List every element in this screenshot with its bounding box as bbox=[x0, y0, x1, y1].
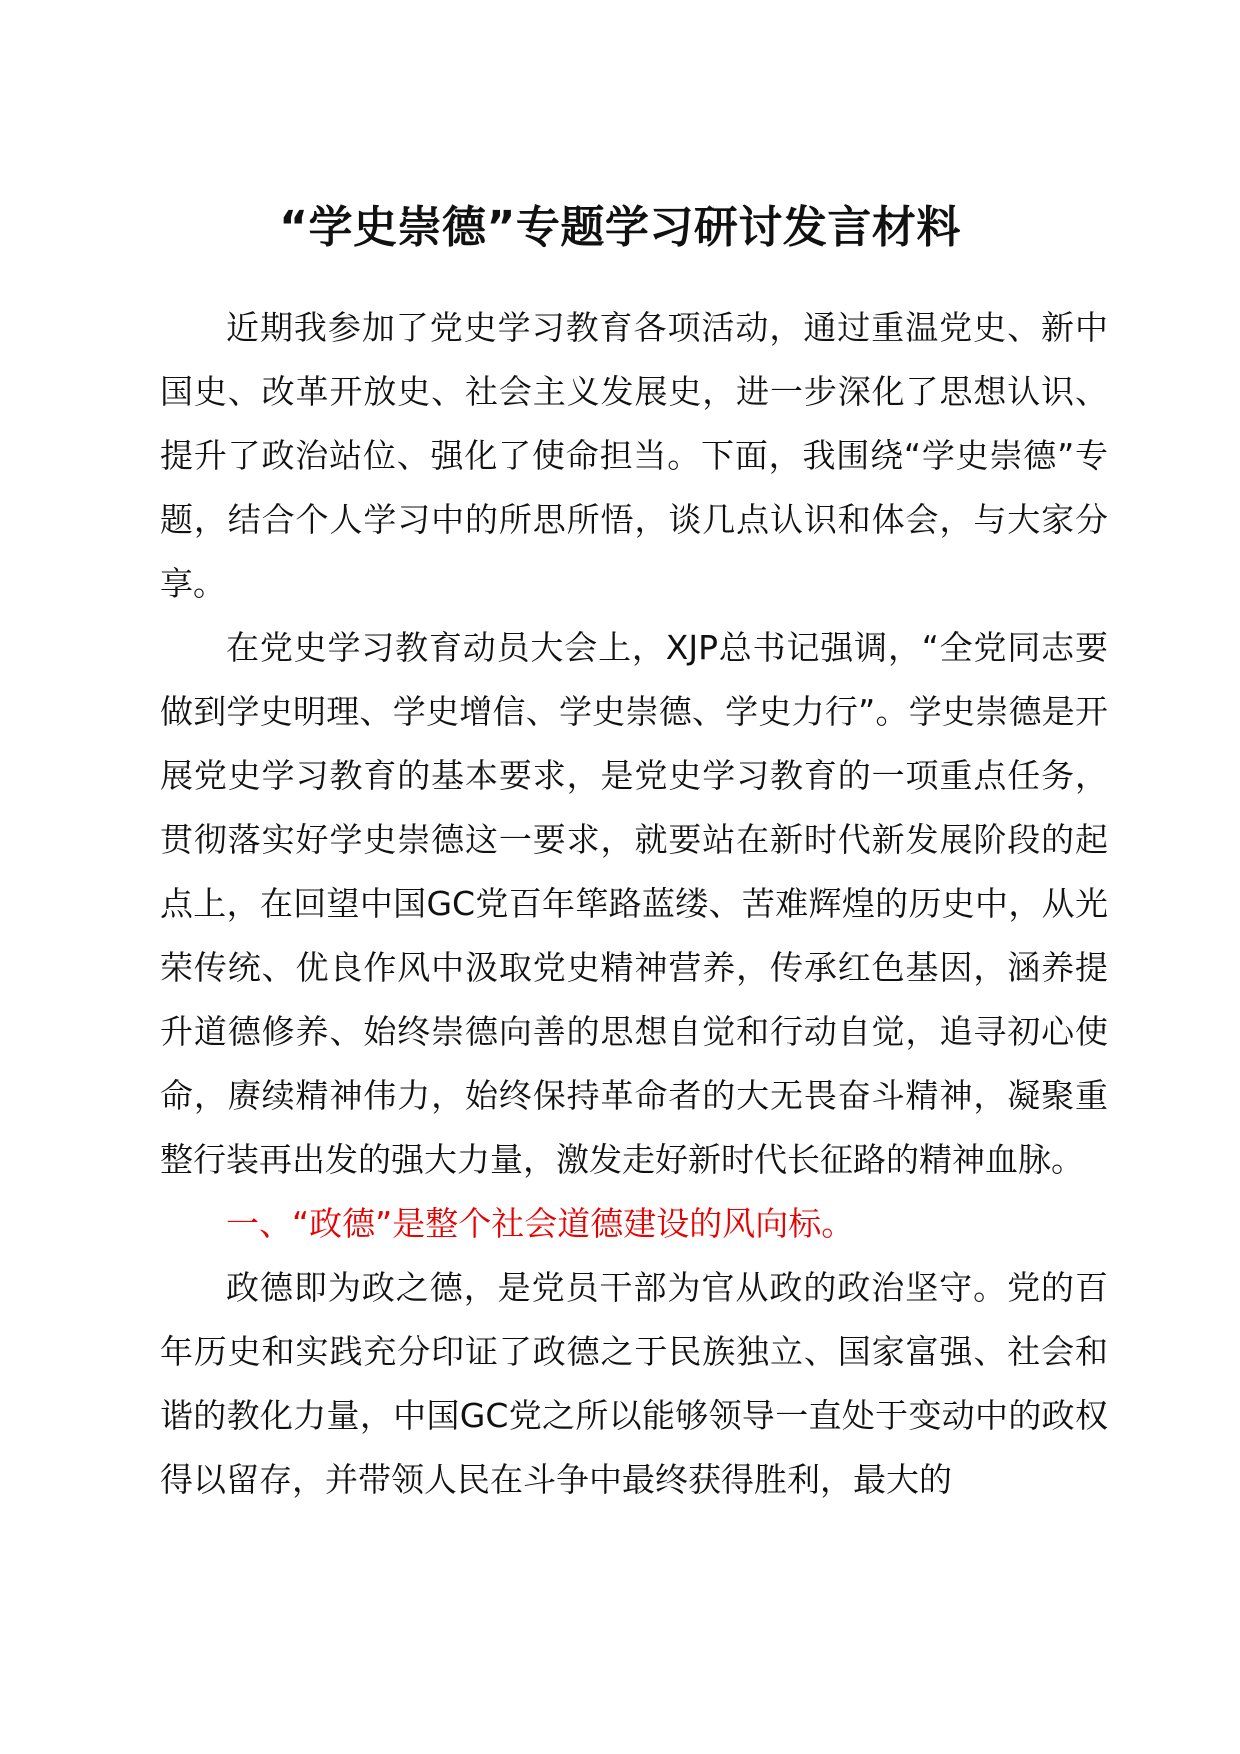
section-paragraph: 政德即为政之德，是党员干部为官从政的政治坚守。党的百年历史和实践充分印证了政德之于民族独立、国家富强、社会和谐的教化力量，中国GC党之所以能够领导一直处于变动中的政权得以留存，并带领人民在斗争中最终获得胜利，最大的 bbox=[160, 1268, 1108, 1499]
document-title: “学史崇德”专题学习研讨发言材料 bbox=[279, 202, 961, 253]
document-body bbox=[160, 296, 1108, 1512]
background-paragraph: 在党史学习教育动员大会上，XJP总书记强调，“全党同志要做到学史明理、学史增信、学史崇德、学史力行”。学史崇德是开展党史学习教育的基本要求，是党史学习教育的一项重点任务，贯彻落实好学史崇德这一要求，就要站在新时代新发展阶段的起点上，在回望中国GC党百年筚路蓝缕、苦难辉煌的历史中，从光荣传统、优良作风中汲取党史精神营养，传承红色基因，涵养提升道德修养、始终崇德向善的思想自觉和行动自觉，追寻初心使命，赓续精神伟力，始终保持革命者的大无畏奋斗精神，凝聚重整行装再出发的强大力量，激发走好新时代长征路的精神血脉。 bbox=[160, 628, 1108, 1179]
section-heading: 一、“政德”是整个社会道德建设的风向标。 bbox=[226, 1204, 855, 1243]
intro-paragraph: 近期我参加了党史学习教育各项活动，通过重温党史、新中国史、改革开放史、社会主义发展史，进一步深化了思想认识、提升了政治站位、强化了使命担当。下面，我围绕“学史崇德”专题，结合个人学习中的所思所悟，谈几点认识和体会，与大家分享。 bbox=[160, 308, 1108, 603]
